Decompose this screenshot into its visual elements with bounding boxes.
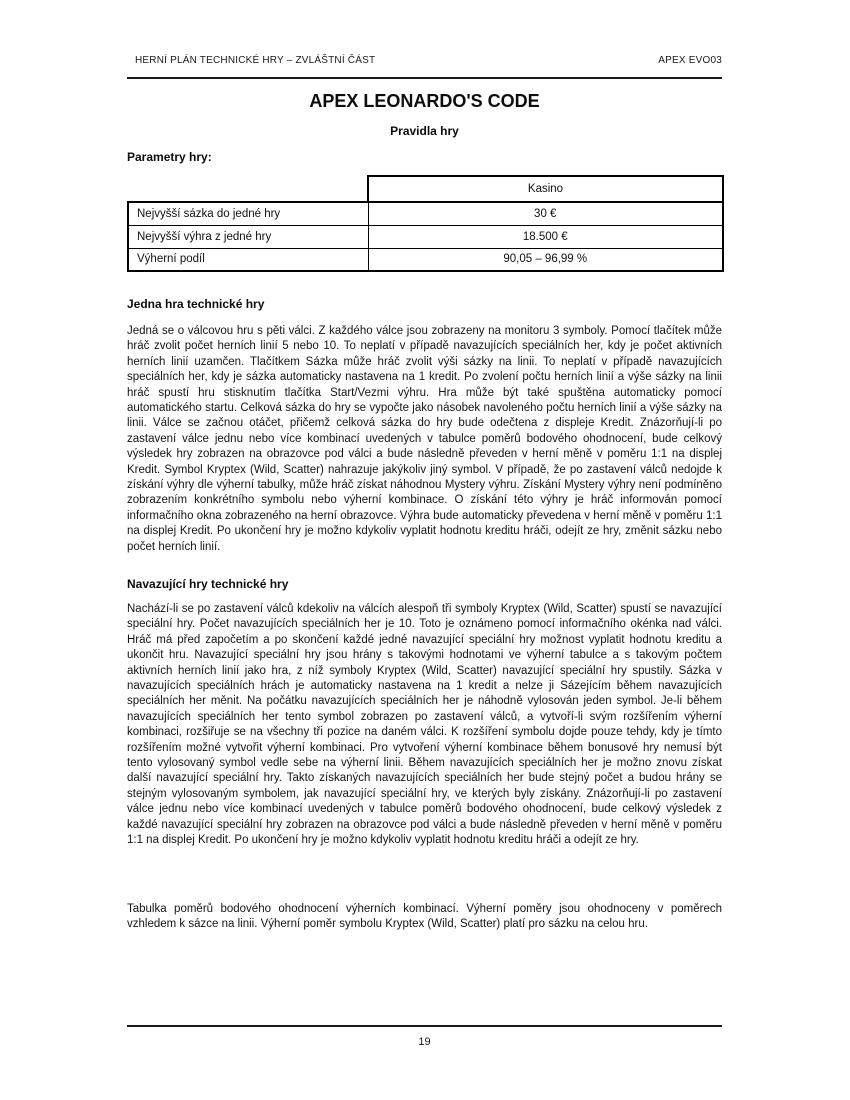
- row-label: Nejvyšší sázka do jedné hry: [128, 202, 368, 225]
- row-value: 18.500 €: [368, 225, 723, 248]
- row-value: 90,05 – 96,99 %: [368, 248, 723, 271]
- row-label: Nejvyšší výhra z jedné hry: [128, 225, 368, 248]
- row-value: 30 €: [368, 202, 723, 225]
- table-header-row: [128, 176, 723, 202]
- section-heading-jedna-hra: Jedna hra technické hry: [127, 297, 265, 311]
- header-left-text: HERNÍ PLÁN TECHNICKÉ HRY – ZVLÁŠTNÍ ČÁST: [135, 55, 376, 66]
- table-row: [128, 225, 723, 248]
- section-paragraph: Jedná se o válcovou hru s pěti válci. Z každého válce jsou zobrazeny na monitoru 3 symboly. Pomocí tlačítek může hráč zvolit počet herních linií 5 nebo 10. To neplatí v případě navazujících speciálních her, kdy je počet aktivních herních linií uzamčen. Tlačítkem Sázka může hráč zvolit výši sázky na linii. To neplatí v případě navazujících speciálních her, kdy je sázka automaticky nastavena na 1 kredit. Po zvolení počtu herních linií a výše sázky na linii hráč spustí hru stisknutím tlačítka Start/Vezmi výhru. Hra může být také spuštěna automaticky pomocí automatického startu. Celková sázka do hry se vypočte jako násobek navoleného počtu herních linií a výše sázky na linii. Válce se začnou otáčet, přičemž celková sázka do hry bude odečtena z displeje Kredit. Znázorňují-li po zastavení válce jednu nebo více kombinací uvedených v tabulce poměrů bodového ohodnocení, bude celkový výsledek hry zobrazen na obrazovce pod válci a bude následně převeden v herní měně v poměru 1:1 na displej Kredit. Symbol Kryptex (Wild, Scatter) nahrazuje jakýkoliv jiný symbol. V případě, že po zastavení válců nedojde k získání výhry dle výherní tabulky, může hráč získat náhodnou Mystery výhru. Získání Mystery výhry není podmíněno zobrazením konkrétního symbolu nebo výherní kombinace. O získání této výhry je hráč informován pomocí informačního okna zobrazeného na herní obrazovce. Výhra bude automaticky převedena v herní měně v poměru 1:1 na displej Kredit. Po ukončení hry je možno kdykoliv vyplatit hodnotu kreditu hráči, odejít ze hry, změnit sázku nebo počet herních linií.: [127, 325, 722, 553]
- section-paragraph: Nachází-li se po zastavení válců kdekoliv na válcích alespoň tři symboly Kryptex (Wild, Scatter) spustí se navazující speciální hry. Počet navazujících speciálních her je 10. Toto je oznámeno pomocí informačního okénka nad válci. Hráč má před započetím a po skončení každé jedné navazující speciální hry možnost vyplatit hodnotu kreditu a ukončit hru. Navazující speciální hry jsou hrány s takovými hodnotami ve výherní tabulce a s takovým počtem aktivních herních linií jako hra, z níž symboly Kryptex (Wild, Scatter) navazující speciální hry spustily. Sázka v navazujících speciálních hrách je automaticky nastavena na 1 kredit a nelze ji Sázejícím během navazujících speciálních her měnit. Na počátku navazujících speciálních her je náhodně vylosován jeden symbol. Je-li během navazujících speciálních her tento symbol zobrazen po zastavení válců, a vytvoří-li svým rozšířením výherní kombinaci, rozšiřuje se na všechny tři pozice na daném válci. K rozšíření symbolu dojde pouze tehdy, kdy je tímto rozšířením možné vytvořit výherní kombinaci. Pro vytvoření výherní kombinace během bonusové hry nemusí být tento vylosovaný symbol vedle sebe na výherní linii. Během navazujících speciálních her je možno znovu získat další navazující speciální hry. Takto získaných navazujících speciálních her bude stejný počet a budou hrány se stejným vylosovaným symbolem, jak navazující speciální hry, ve kterých byly získány. Znázorňují-li po zastavení válce jednu nebo více kombinací uvedených v tabulce poměrů bodového ohodnocení, bude celkový výsledek z každé navazující speciální hry zobrazen na obrazovce pod válci a bude následně převeden v herní měně v poměru 1:1 na displej Kredit. Po ukončení hry je možno kdykoliv vyplatit hodnotu kreditu hráči a odejít ze hry.: [127, 603, 722, 847]
- page-number: 19: [418, 1036, 431, 1048]
- page-header: [127, 55, 722, 66]
- parameters-label: Parametry hry:: [127, 150, 212, 164]
- table-row: [128, 202, 723, 225]
- row-label: Výherní podíl: [128, 248, 368, 271]
- page-title: APEX LEONARDO'S CODE: [309, 91, 540, 111]
- header-rule: [127, 77, 722, 79]
- header-right-text: APEX EVO03: [658, 55, 722, 66]
- parameters-table: [127, 175, 724, 272]
- footer-rule: [127, 1025, 722, 1027]
- page-subtitle: Pravidla hry: [390, 124, 459, 138]
- section-paragraph: Tabulka poměrů bodového ohodnocení výherních kombinací. Výherní poměry jsou ohodnoceny v poměrech vzhledem k sázce na linii. Výherní poměr symbolu Kryptex (Wild, Scatter) platí pro sázku na celou hru.: [127, 903, 722, 931]
- table-column-header: Kasino: [368, 176, 723, 202]
- section-heading-navazujici-hry: Navazující hry technické hry: [127, 577, 289, 591]
- table-corner-cell: [128, 176, 368, 202]
- table-row: [128, 248, 723, 271]
